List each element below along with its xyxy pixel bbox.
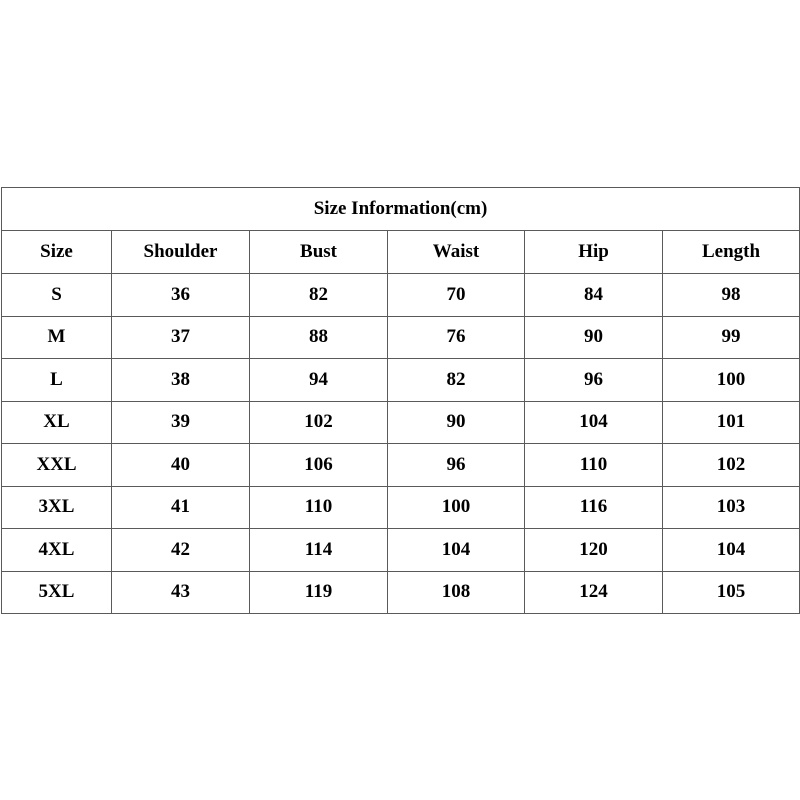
cell-size: 4XL [2, 529, 112, 572]
cell-length: 105 [663, 571, 800, 614]
cell-bust: 88 [250, 316, 388, 359]
size-information-table [1, 187, 800, 614]
cell-shoulder: 42 [112, 529, 250, 572]
table-row [2, 486, 800, 529]
cell-length: 98 [663, 274, 800, 317]
cell-shoulder: 38 [112, 359, 250, 402]
cell-size: XL [2, 401, 112, 444]
cell-waist: 82 [388, 359, 525, 402]
cell-bust: 114 [250, 529, 388, 572]
cell-shoulder: 37 [112, 316, 250, 359]
cell-waist: 100 [388, 486, 525, 529]
cell-shoulder: 43 [112, 571, 250, 614]
column-header-size: Size [2, 231, 112, 274]
cell-waist: 104 [388, 529, 525, 572]
table-row [2, 316, 800, 359]
cell-bust: 106 [250, 444, 388, 487]
column-header-length: Length [663, 231, 800, 274]
cell-size: 5XL [2, 571, 112, 614]
cell-hip: 96 [525, 359, 663, 402]
column-header-hip: Hip [525, 231, 663, 274]
cell-hip: 104 [525, 401, 663, 444]
column-header-waist: Waist [388, 231, 525, 274]
cell-shoulder: 39 [112, 401, 250, 444]
cell-waist: 96 [388, 444, 525, 487]
cell-waist: 70 [388, 274, 525, 317]
cell-length: 104 [663, 529, 800, 572]
cell-length: 102 [663, 444, 800, 487]
cell-length: 100 [663, 359, 800, 402]
table-row [2, 571, 800, 614]
cell-size: S [2, 274, 112, 317]
cell-bust: 119 [250, 571, 388, 614]
cell-size: L [2, 359, 112, 402]
cell-waist: 108 [388, 571, 525, 614]
cell-hip: 90 [525, 316, 663, 359]
table-row [2, 529, 800, 572]
cell-hip: 84 [525, 274, 663, 317]
cell-waist: 76 [388, 316, 525, 359]
cell-hip: 116 [525, 486, 663, 529]
cell-hip: 120 [525, 529, 663, 572]
table-row [2, 274, 800, 317]
column-header-shoulder: Shoulder [112, 231, 250, 274]
table-row [2, 444, 800, 487]
cell-shoulder: 40 [112, 444, 250, 487]
cell-hip: 124 [525, 571, 663, 614]
column-header-bust: Bust [250, 231, 388, 274]
cell-hip: 110 [525, 444, 663, 487]
cell-shoulder: 36 [112, 274, 250, 317]
table-row [2, 359, 800, 402]
cell-size: 3XL [2, 486, 112, 529]
cell-length: 103 [663, 486, 800, 529]
table-row [2, 401, 800, 444]
table-header-row [2, 231, 800, 274]
cell-size: M [2, 316, 112, 359]
cell-size: XXL [2, 444, 112, 487]
cell-bust: 102 [250, 401, 388, 444]
cell-bust: 94 [250, 359, 388, 402]
cell-length: 99 [663, 316, 800, 359]
cell-waist: 90 [388, 401, 525, 444]
cell-length: 101 [663, 401, 800, 444]
cell-bust: 110 [250, 486, 388, 529]
table-title: Size Information(cm) [2, 188, 800, 231]
cell-bust: 82 [250, 274, 388, 317]
table-title-row [2, 188, 800, 231]
cell-shoulder: 41 [112, 486, 250, 529]
